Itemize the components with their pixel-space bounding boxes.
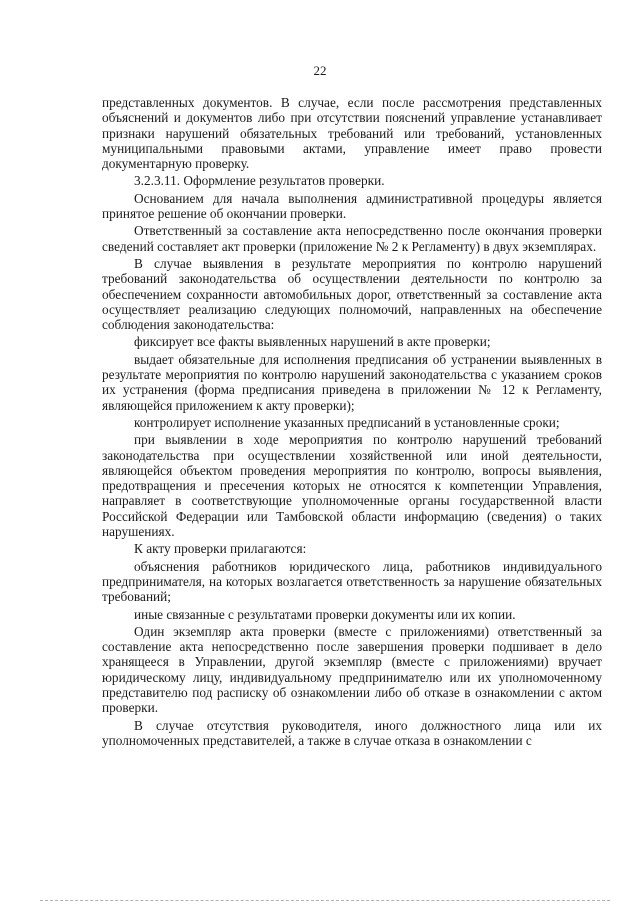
list-item: фиксирует все факты выявленных нарушений в акте проверки; — [134, 334, 491, 350]
paragraph: К акту проверки прилагаются: — [134, 541, 307, 557]
list-item: контролирует исполнение указанных предписаний в установленные сроки; — [134, 414, 560, 430]
paragraph: Основанием для начала выполнения административной процедуры является принятое решение об окончании проверки. — [102, 190, 602, 222]
paragraph: представленных документов. В случае, если после рассмотрения представленных объяснений и документов либо при отсутствии пояснений управление устанавливает признаки нарушений обязательных требований или требований, установленных муниципальными правовыми актами, управление имеет право провести документарную проверку. — [102, 95, 602, 172]
paragraph: Один экземпляр акта проверки (вместе с приложениями) ответственный за составление акта непосредственно после завершения проверки подшивает в дело хранящееся в Управлении, другой экземпляр (вместе с приложениями) вручает юридическому лицу, индивидуальному предпринимателю или их уполномоченному представителю под расписку об ознакомлении либо об отказе в ознакомлении с актом проверки. — [102, 623, 602, 716]
list-item: выдает обязательные для исполнения предписания об устранении выявленных в результате мероприятия по контролю нарушений законодательства с указанием сроков их устранения (форма предписания приведена в приложении № 12 к Регламенту, являющейся приложением к акту проверки); — [102, 351, 602, 413]
paragraph: Ответственный за составление акта непосредственно после окончания проверки сведений составляет акт проверки (приложение № 2 к Регламенту) в двух экземплярах. — [102, 223, 602, 254]
paragraph: В случае отсутствия руководителя, иного должностного лица или их уполномоченных представителей, а также в случае отказа в ознакомлении с — [102, 717, 602, 748]
paragraph: В случае выявления в результате мероприятия по контролю нарушений требований законодательства об осуществлении деятельности по контролю за обеспечением сохранности автомобильных дорог, ответственный за составление акта осуществляет реализацию следующих полномочий, направленных на обеспечение соблюдения законодательства: — [102, 255, 602, 333]
list-item: объяснения работников юридического лица, работников индивидуального предпринимателя, на которых возлагается ответственность за нарушение обязательных требований; — [102, 558, 602, 605]
list-item: при выявлении в ходе мероприятия по контролю нарушений требований законодательства при осуществлении хозяйственной или иной деятельности, являющейся объектом проведения мероприятия по контролю, вопросы выявления, предотвращения и пресечения которых не относятся к компетенции Управления, направляет в соответствующие уполномоченные органы государственной власти Российской Федерации или Тамбовской области информацию (сведения) о таких нарушениях. — [102, 432, 602, 540]
list-item: иные связанные с результатами проверки документы или их копии. — [134, 606, 516, 622]
page-bottom-divider — [40, 900, 610, 902]
page-number: 22 — [313, 63, 327, 78]
section-heading: 3.2.3.11. Оформление результатов проверки. — [134, 173, 385, 189]
document-body — [102, 95, 602, 750]
